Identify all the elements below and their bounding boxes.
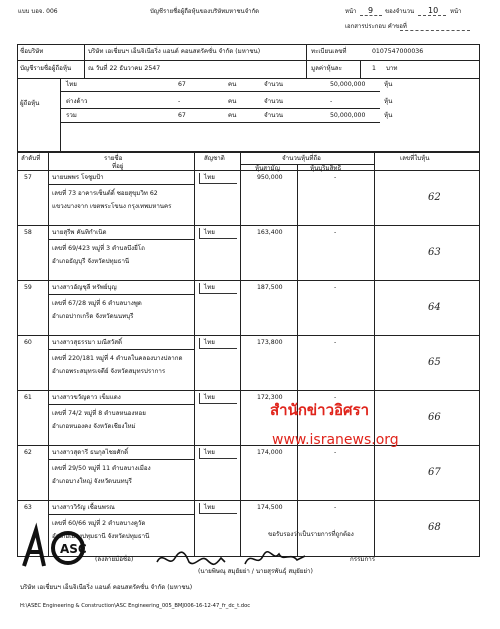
row-address-2: อำเภอเมืองปทุมธานี จังหวัดปทุมธานี: [52, 533, 150, 540]
row-ordinary: 950,000: [257, 174, 283, 181]
row-name: นางสาววิรัญ เชื้อนพรณ: [52, 504, 115, 511]
list-title: บัญชีรายชื่อผู้ถือหุ้นของบริษัทมหาชนจำกัด: [150, 8, 260, 15]
row-address-2: อำเภอหนองคง จังหวัดเชียงใหม่: [52, 423, 136, 430]
summary-shares: -: [330, 98, 333, 105]
row-name: นางสาวสุธรรมา มณีสวัสดิ์: [52, 339, 123, 346]
par-unit: บาท: [386, 65, 398, 72]
asof-label: บัญชีรายชื่อผู้ถือหุ้น: [20, 65, 72, 72]
form-code: แบบ บอจ. 006: [18, 8, 58, 15]
row-name: นางสาวสุดารี ธนกุลไชยศักดิ์: [52, 449, 129, 456]
row-address-1: เลขที่ 69/423 หมู่ที่ 3 ตำบลบึงยี่โถ: [52, 245, 145, 252]
summary-share-unit: หุ้น: [384, 81, 393, 88]
summary-name: ไทย: [66, 81, 77, 88]
row-preferred: -: [334, 394, 337, 401]
row-ordinary: 187,500: [257, 284, 283, 291]
company-logo: [20, 522, 90, 572]
summary-qty-label: จำนวน: [264, 98, 284, 105]
row-address-2: แขวงบางจาก เขตพระโขนง กรุงเทพมหานคร: [52, 203, 172, 210]
row-nationality: ไทย: [204, 504, 215, 511]
row-preferred: -: [334, 339, 337, 346]
asof-value: ณ วันที่ 22 ธันวาคม 2547: [88, 65, 161, 72]
row-name: นางสาวขวัญดาว เข็มแดง: [52, 394, 121, 401]
page-number: 9: [368, 6, 374, 15]
row-seq: 62: [24, 449, 32, 456]
row-seq: 61: [24, 394, 32, 401]
watermark-url: www.isranews.org: [272, 432, 399, 448]
summary-count: 67: [178, 112, 186, 119]
file-path: H:\ASEC Engineering & Construction\ASC Engineering_005_BMJ006-16-12-47_fr_dc_t.doc: [20, 603, 251, 609]
row-share-no: 67: [428, 467, 441, 478]
row-preferred: -: [334, 284, 337, 291]
page-total: 10: [428, 6, 439, 15]
reg-number: 0107547000036: [372, 48, 424, 55]
row-share-no: 63: [428, 247, 441, 258]
header-seq: ลำดับที่: [21, 155, 41, 162]
header-address: ที่อยู่: [112, 163, 124, 170]
header-nationality: สัญชาติ: [204, 155, 225, 162]
company-label: ชื่อบริษัท: [20, 48, 44, 55]
header-shares-held: จำนวนหุ้นที่ถือ: [282, 155, 321, 162]
row-seq: 57: [24, 174, 32, 181]
row-nationality: ไทย: [204, 339, 215, 346]
sign-label: (ลงลายมือชื่อ): [95, 556, 134, 563]
row-nationality: ไทย: [204, 394, 215, 401]
row-nationality: ไทย: [204, 229, 215, 236]
summary-shares: 50,000,000: [330, 112, 366, 119]
row-name: นางสาวอัญชุลี ทรัพย์บุญ: [52, 284, 117, 291]
row-ordinary: 163,400: [257, 229, 283, 236]
cert-line: เอกสารประกอบ คำขอที่: [345, 23, 407, 30]
signers: (นายพิษณุ สมุยัยย่า / นายสุรพันธุ์ สมุยัยย่า): [198, 568, 313, 575]
row-share-no: 68: [428, 522, 441, 533]
page-suffix: หน้า: [450, 8, 462, 15]
row-share-no: 62: [428, 192, 441, 203]
summary-shares: 50,000,000: [330, 81, 366, 88]
row-ordinary: 172,300: [257, 394, 283, 401]
par-value: 1: [372, 65, 376, 72]
row-preferred: -: [334, 504, 337, 511]
row-seq: 59: [24, 284, 32, 291]
summary-name: ต่างด้าว: [66, 98, 88, 105]
row-nationality: ไทย: [204, 174, 215, 181]
summary-label: ผู้ถือหุ้น: [20, 100, 40, 107]
par-label: มูลค่าหุ้นละ: [311, 65, 342, 72]
row-share-no: 64: [428, 302, 441, 313]
summary-unit: คน: [228, 98, 237, 105]
page-middle: ของจำนวน: [385, 8, 415, 15]
row-preferred: -: [334, 449, 337, 456]
row-address-2: อำเภอปากเกร็ด จังหวัดนนทบุรี: [52, 313, 134, 320]
logo-text: ASC: [60, 542, 87, 556]
header-share-no: เลขที่ใบหุ้น: [400, 155, 430, 162]
director-suffix: กรรมการ: [350, 556, 376, 563]
row-address-1: เลขที่ 29/50 หมู่ที่ 11 ตำบลบางเมือง: [52, 465, 151, 472]
row-share-no: 65: [428, 357, 441, 368]
row-address-2: อำเภอบางใหญ่ จังหวัดนนทบุรี: [52, 478, 132, 485]
page-prefix: หน้า: [345, 8, 357, 15]
certify-text: ขอรับรองว่าเป็นรายการที่ถูกต้อง: [268, 531, 354, 538]
summary-unit: คน: [228, 81, 237, 88]
row-preferred: -: [334, 229, 337, 236]
row-address-2: อำเภอพระสมุทรเจดีย์ จังหวัดสมุทรปราการ: [52, 368, 166, 375]
row-seq: 58: [24, 229, 32, 236]
row-seq: 60: [24, 339, 32, 346]
summary-count: -: [178, 98, 181, 105]
summary-unit: คน: [228, 112, 237, 119]
row-ordinary: 174,000: [257, 449, 283, 456]
row-address-1: เลขที่ 74/2 หมู่ที่ 8 ตำบลหนองหอย: [52, 410, 146, 417]
header-preferred: หุ้นบุริมสิทธิ: [310, 165, 342, 172]
row-seq: 63: [24, 504, 32, 511]
row-address-1: เลขที่ 60/66 หมู่ที่ 2 ตำบลบางคูวัด: [52, 520, 146, 527]
company-name: บริษัท เอเชี่ยนฯ เอ็นจิเนียริ่ง แอนด์ คอนสตรัคชั่น จำกัด (มหาชน): [88, 48, 261, 55]
row-address-1: เลขที่ 73 อาคารเซ็นต์ดิ์ ซอยสุขุมวิท 62: [52, 190, 158, 197]
row-nationality: ไทย: [204, 449, 215, 456]
row-preferred: -: [334, 174, 337, 181]
row-ordinary: 174,500: [257, 504, 283, 511]
summary-share-unit: หุ้น: [384, 98, 393, 105]
row-share-no: 66: [428, 412, 441, 423]
row-ordinary: 173,800: [257, 339, 283, 346]
summary-count: 67: [178, 81, 186, 88]
row-address-1: เลขที่ 67/28 หมู่ที่ 6 ตำบลบางพูด: [52, 300, 142, 307]
row-address-2: อำเภอธัญบุรี จังหวัดปทุมธานี: [52, 258, 130, 265]
row-address-1: เลขที่ 220/181 หมู่ที่ 4 ตำบลในคลองบางปลากด: [52, 355, 183, 362]
summary-name: รวม: [66, 112, 77, 119]
reg-label: ทะเบียนเลขที่: [311, 48, 347, 55]
row-nationality: ไทย: [204, 284, 215, 291]
header-ordinary: หุ้นสามัญ: [255, 165, 280, 172]
row-name: นายสุรีพ คันทิกำเนิด: [52, 229, 107, 236]
row-name: นายนพพร โจชูมป้า: [52, 174, 104, 181]
summary-qty-label: จำนวน: [264, 81, 284, 88]
watermark-title: สำนักข่าวอิศรา: [270, 401, 370, 419]
summary-qty-label: จำนวน: [264, 112, 284, 119]
summary-share-unit: หุ้น: [384, 112, 393, 119]
company-stamp: บริษัท เอเชี่ยนฯ เอ็นจิเนียริ่ง แอนด์ คอนสตรัคชั่น จำกัด (มหาชน): [20, 584, 193, 591]
header-name: รายชื่อ: [104, 155, 123, 162]
